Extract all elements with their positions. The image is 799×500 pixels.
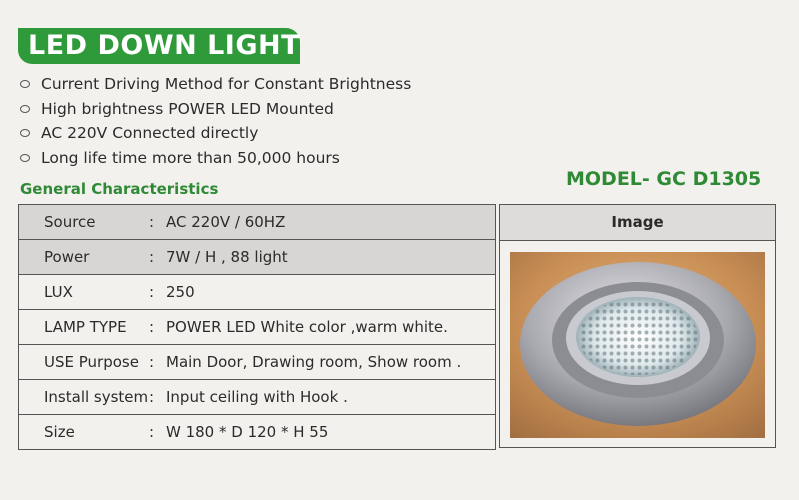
spec-value: Main Door, Drawing room, Show room . <box>166 353 462 371</box>
bullet-icon <box>20 105 30 113</box>
model-title: MODEL- GC D1305 <box>566 168 762 190</box>
spec-row-use-purpose <box>19 345 495 380</box>
bullet-icon <box>20 129 30 137</box>
spec-table <box>18 204 496 450</box>
downlight-image <box>510 252 765 438</box>
feature-item <box>20 121 411 146</box>
spec-row-size <box>19 415 495 450</box>
spec-value: POWER LED White color ,warm white. <box>166 318 448 336</box>
spec-row-lamp-type <box>19 310 495 345</box>
page-title: LED DOWN LIGHT <box>18 28 300 64</box>
feature-item <box>20 72 411 97</box>
feature-text: Long life time more than 50,000 hours <box>41 148 340 167</box>
feature-item <box>20 97 411 122</box>
spec-row-install-system <box>19 380 495 415</box>
feature-text: High brightness POWER LED Mounted <box>41 99 334 118</box>
feature-list <box>20 72 411 170</box>
spec-label: Install system <box>44 388 149 406</box>
feature-text: Current Driving Method for Constant Brightness <box>41 75 412 94</box>
spec-value: 7W / H , 88 light <box>166 248 288 266</box>
product-photo <box>510 252 765 438</box>
spec-label: Size <box>44 423 75 441</box>
spec-colon: : <box>149 248 155 266</box>
spec-label: LUX <box>44 283 73 301</box>
spec-row-source <box>19 205 495 240</box>
feature-text: AC 220V Connected directly <box>41 124 259 143</box>
bullet-icon <box>20 80 30 88</box>
section-title: General Characteristics <box>20 180 219 198</box>
image-header: Image <box>500 205 775 241</box>
spec-label: LAMP TYPE <box>44 318 127 336</box>
spec-colon: : <box>149 213 155 231</box>
spec-colon: : <box>149 318 155 336</box>
bullet-icon <box>20 154 30 162</box>
spec-row-lux <box>19 275 495 310</box>
spec-colon: : <box>149 283 155 301</box>
feature-item <box>20 146 411 171</box>
spec-value: Input ceiling with Hook . <box>166 388 348 406</box>
spec-colon: : <box>149 353 155 371</box>
spec-label: Source <box>44 213 96 231</box>
spec-colon: : <box>149 388 155 406</box>
spec-value: 250 <box>166 283 195 301</box>
spec-label: USE Purpose <box>44 353 139 371</box>
spec-row-power <box>19 240 495 275</box>
spec-value: AC 220V / 60HZ <box>166 213 286 231</box>
image-panel <box>499 204 776 448</box>
spec-label: Power <box>44 248 90 266</box>
spec-colon: : <box>149 423 155 441</box>
spec-value: W 180 * D 120 * H 55 <box>166 423 329 441</box>
